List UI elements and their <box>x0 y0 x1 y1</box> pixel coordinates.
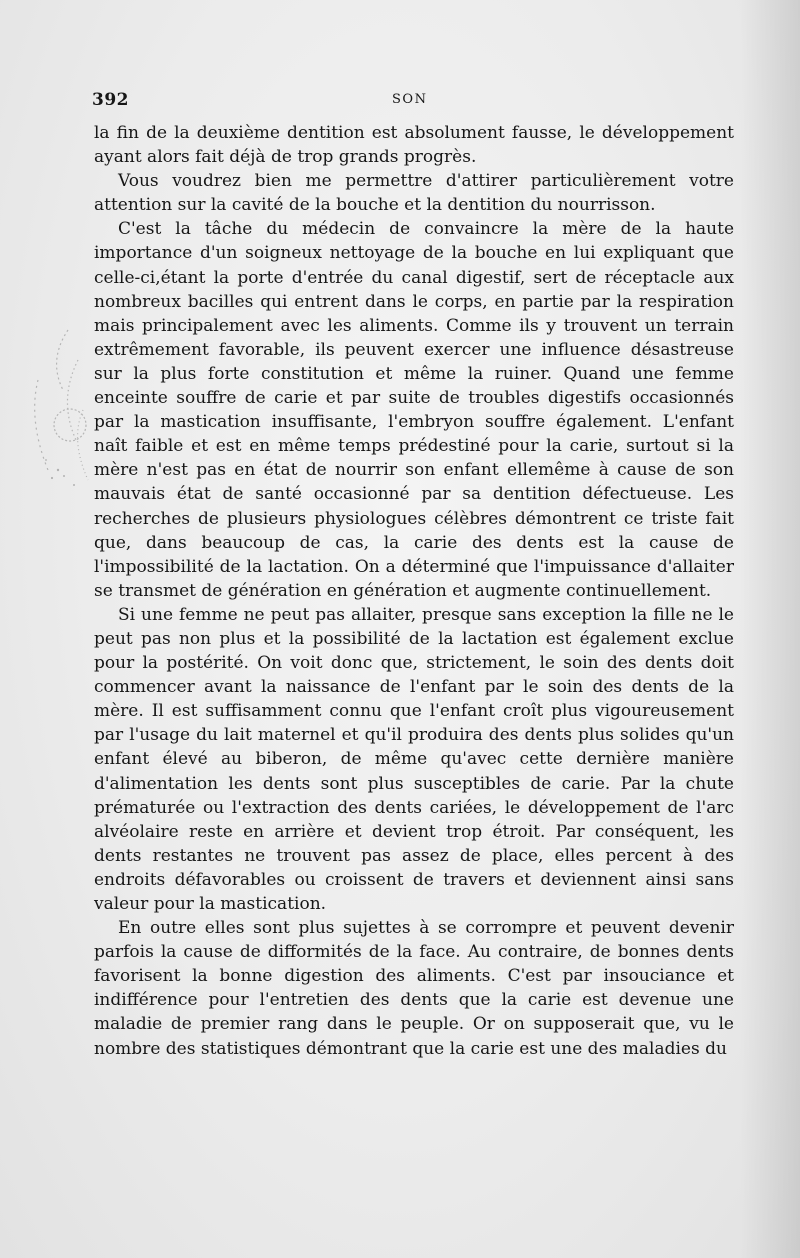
paragraph: la fin de la deuxième dentition est absolument fausse, le développement ayant alors fait déjà de trop grands progrès. <box>94 123 734 168</box>
library-stamp <box>8 320 98 500</box>
paragraph: C'est la tâche du médecin de convaincre la mère de la haute importance d'un soigneux nettoyage de la bouche en lui expliquant que celle-ci,étant la porte d'entrée du canal digestif, sert de réceptacle aux nombreux bacilles qui entrent dans le corps, en partie par la respiration mais principalement avec les aliments. Comme ils y trouvent un terrain extrêmement favorable, ils peuvent exercer une influence désastreuse sur la plus forte constitution et même la ruiner. Quand une femme enceinte souffre de carie et par suite de troubles digestifs occasionnés par la mastication insuffisante, l'embryon souffre également. L'enfant naît faible et est en même temps prédestiné pour la carie, surtout si la mère n'est pas en état de nourrir son enfant ellemême à cause de son mauvais état de santé occasionné par sa dentition défectueuse. Les recherches de plusieurs physiologues célèbres démontrent ce triste fait que, dans beaucoup de cas, la carie des dents est la cause de l'impossibilité de la lactation. On a déterminé que l'impuissance d'allaiter se transmet de génération en génération et augmente continuellement. <box>94 219 734 601</box>
binding-shadow <box>740 0 800 1258</box>
paragraph: Vous voudrez bien me permettre d'attirer particulièrement votre attention sur la cavité de la bouche et la dentition du nourrisson. <box>94 171 734 216</box>
paragraph: En outre elles sont plus sujettes à se corrompre et peuvent devenir parfois la cause de difformités de la face. Au contraire, de bonnes dents favorisent la bonne digestion des aliments. C'est par insouciance et indifférence pour l'entretien des dents que la carie est devenue une maladie de premier rang dans le peuple. Or on supposerait que, vu le nombre des statistiques démontrant que la carie est une des maladies du <box>94 918 734 1059</box>
page-number: 392 <box>92 90 129 110</box>
page-header <box>92 90 732 114</box>
body-text <box>94 121 734 1061</box>
paragraph: Si une femme ne peut pas allaiter, presque sans exception la fille ne le peut pas non plus et la possibilité de la lactation est également exclue pour la postérité. On voit donc que, strictement, le soin des dents doit commencer avant la naissance de l'enfant par le soin des dents de la mère. Il est suffisamment connu que l'enfant croît plus vigoureusement par l'usage du lait maternel et qu'il produira des dents plus solides qu'un enfant élevé au biberon, de même qu'avec cette dernière manière d'alimentation les dents sont plus susceptibles de carie. Par la chute prématurée ou l'extraction des dents cariées, le développement de l'arc alvéolaire reste en arrière et devient trop étroit. Par conséquent, les dents restantes ne trouvent pas assez de place, elles percent à des endroits défavorables ou croissent de travers et deviennent ainsi sans valeur pour la mastication. <box>94 604 734 914</box>
running-head: SON <box>392 92 428 107</box>
